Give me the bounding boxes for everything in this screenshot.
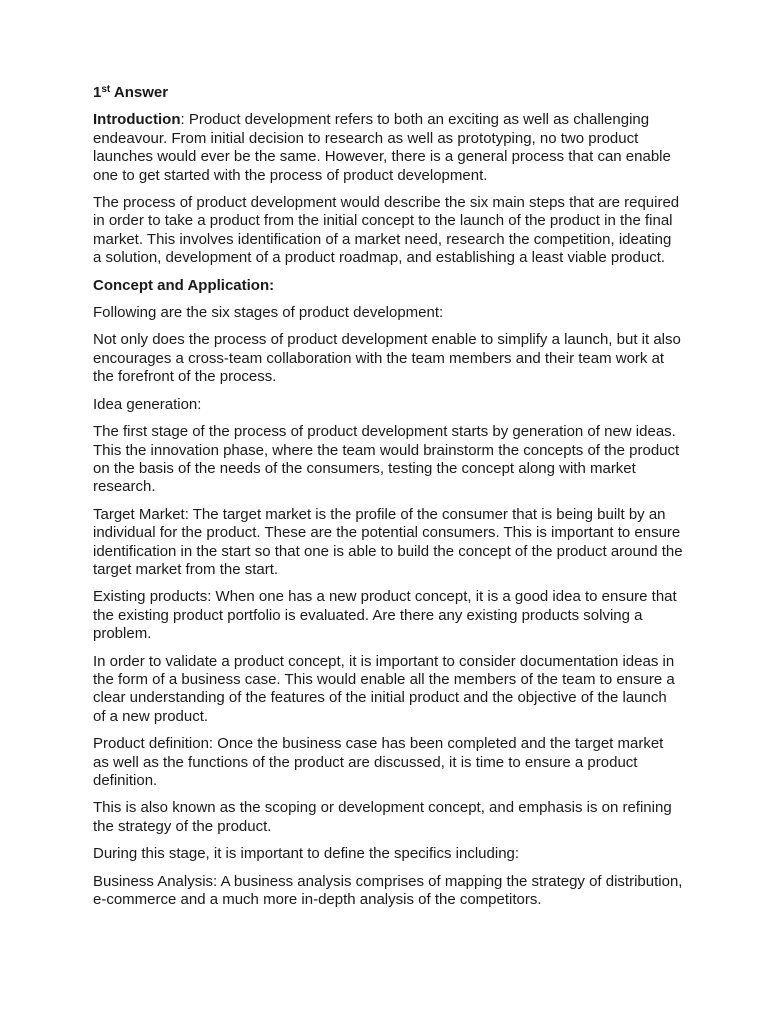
intro-paragraph xyxy=(93,111,683,185)
answer-heading xyxy=(93,84,683,102)
intro-lead: Introduction xyxy=(93,111,181,129)
body-paragraph: The first stage of the process of product development starts by generation of new ideas. This the innovation phase, where the team would brainstorm the concepts of the product on the basis of the needs of the consumers, testing the concept along with market research. xyxy=(93,423,680,496)
body-paragraph: Business Analysis: A business analysis comprises of mapping the strategy of distribution, e-commerce and a much more in-depth analysis of the competitors. xyxy=(93,872,683,909)
body-paragraph: Idea generation: xyxy=(93,395,202,413)
body-paragraph: In order to validate a product concept, it is important to consider documentation ideas in the form of a business case. This would enable all the members of the team to ensure a clear understanding of the features of the initial product and the objective of the launch of a new product. xyxy=(93,652,675,725)
answer-heading-text: Answer xyxy=(110,84,169,101)
body-paragraph: During this stage, it is important to define the specifics including: xyxy=(93,845,520,863)
document-page xyxy=(93,84,683,918)
body-paragraph: Product definition: Once the business case has been completed and the target market as well as the functions of the product are discussed, it is time to ensure a product definition. xyxy=(93,735,664,789)
body-paragraph: Existing products: When one has a new product concept, it is a good idea to ensure that the existing product portfolio is evaluated. Are there any existing products solving a problem. xyxy=(93,588,677,643)
answer-number: 1 xyxy=(93,84,102,101)
body-paragraph: This is also known as the scoping or development concept, and emphasis is on refining the strategy of the product. xyxy=(93,799,672,835)
body-paragraph: Following are the six stages of product development: xyxy=(93,304,444,322)
body-paragraph: Not only does the process of product development enable to simplify a launch, but it also encourages a cross-team collaboration with the team members and their team work at the forefront of the process. xyxy=(93,331,681,386)
body-paragraph: Target Market: The target market is the profile of the consumer that is being built by an individual for the product. These are the potential consumers. This is important to ensure identification in the start so that one is able to build the concept of the product around the target market from the start. xyxy=(93,505,683,578)
concept-heading: Concept and Application: xyxy=(93,276,275,294)
answer-ordinal-suffix: st xyxy=(101,84,111,95)
intro-text: : Product development refers to both an exciting as well as challenging endeavour. From initial decision to research as well as prototyping, no two product launches would ever be the same. However, there is a general process that can enable one to get started with the process of product development. xyxy=(93,111,671,184)
body-paragraph: The process of product development would describe the six main steps that are required in order to take a product from the initial concept to the launch of the product in the final market. This involves identification of a market need, research the competition, ideating a solution, development of a product roadmap, and establishing a least viable product. xyxy=(93,194,680,267)
